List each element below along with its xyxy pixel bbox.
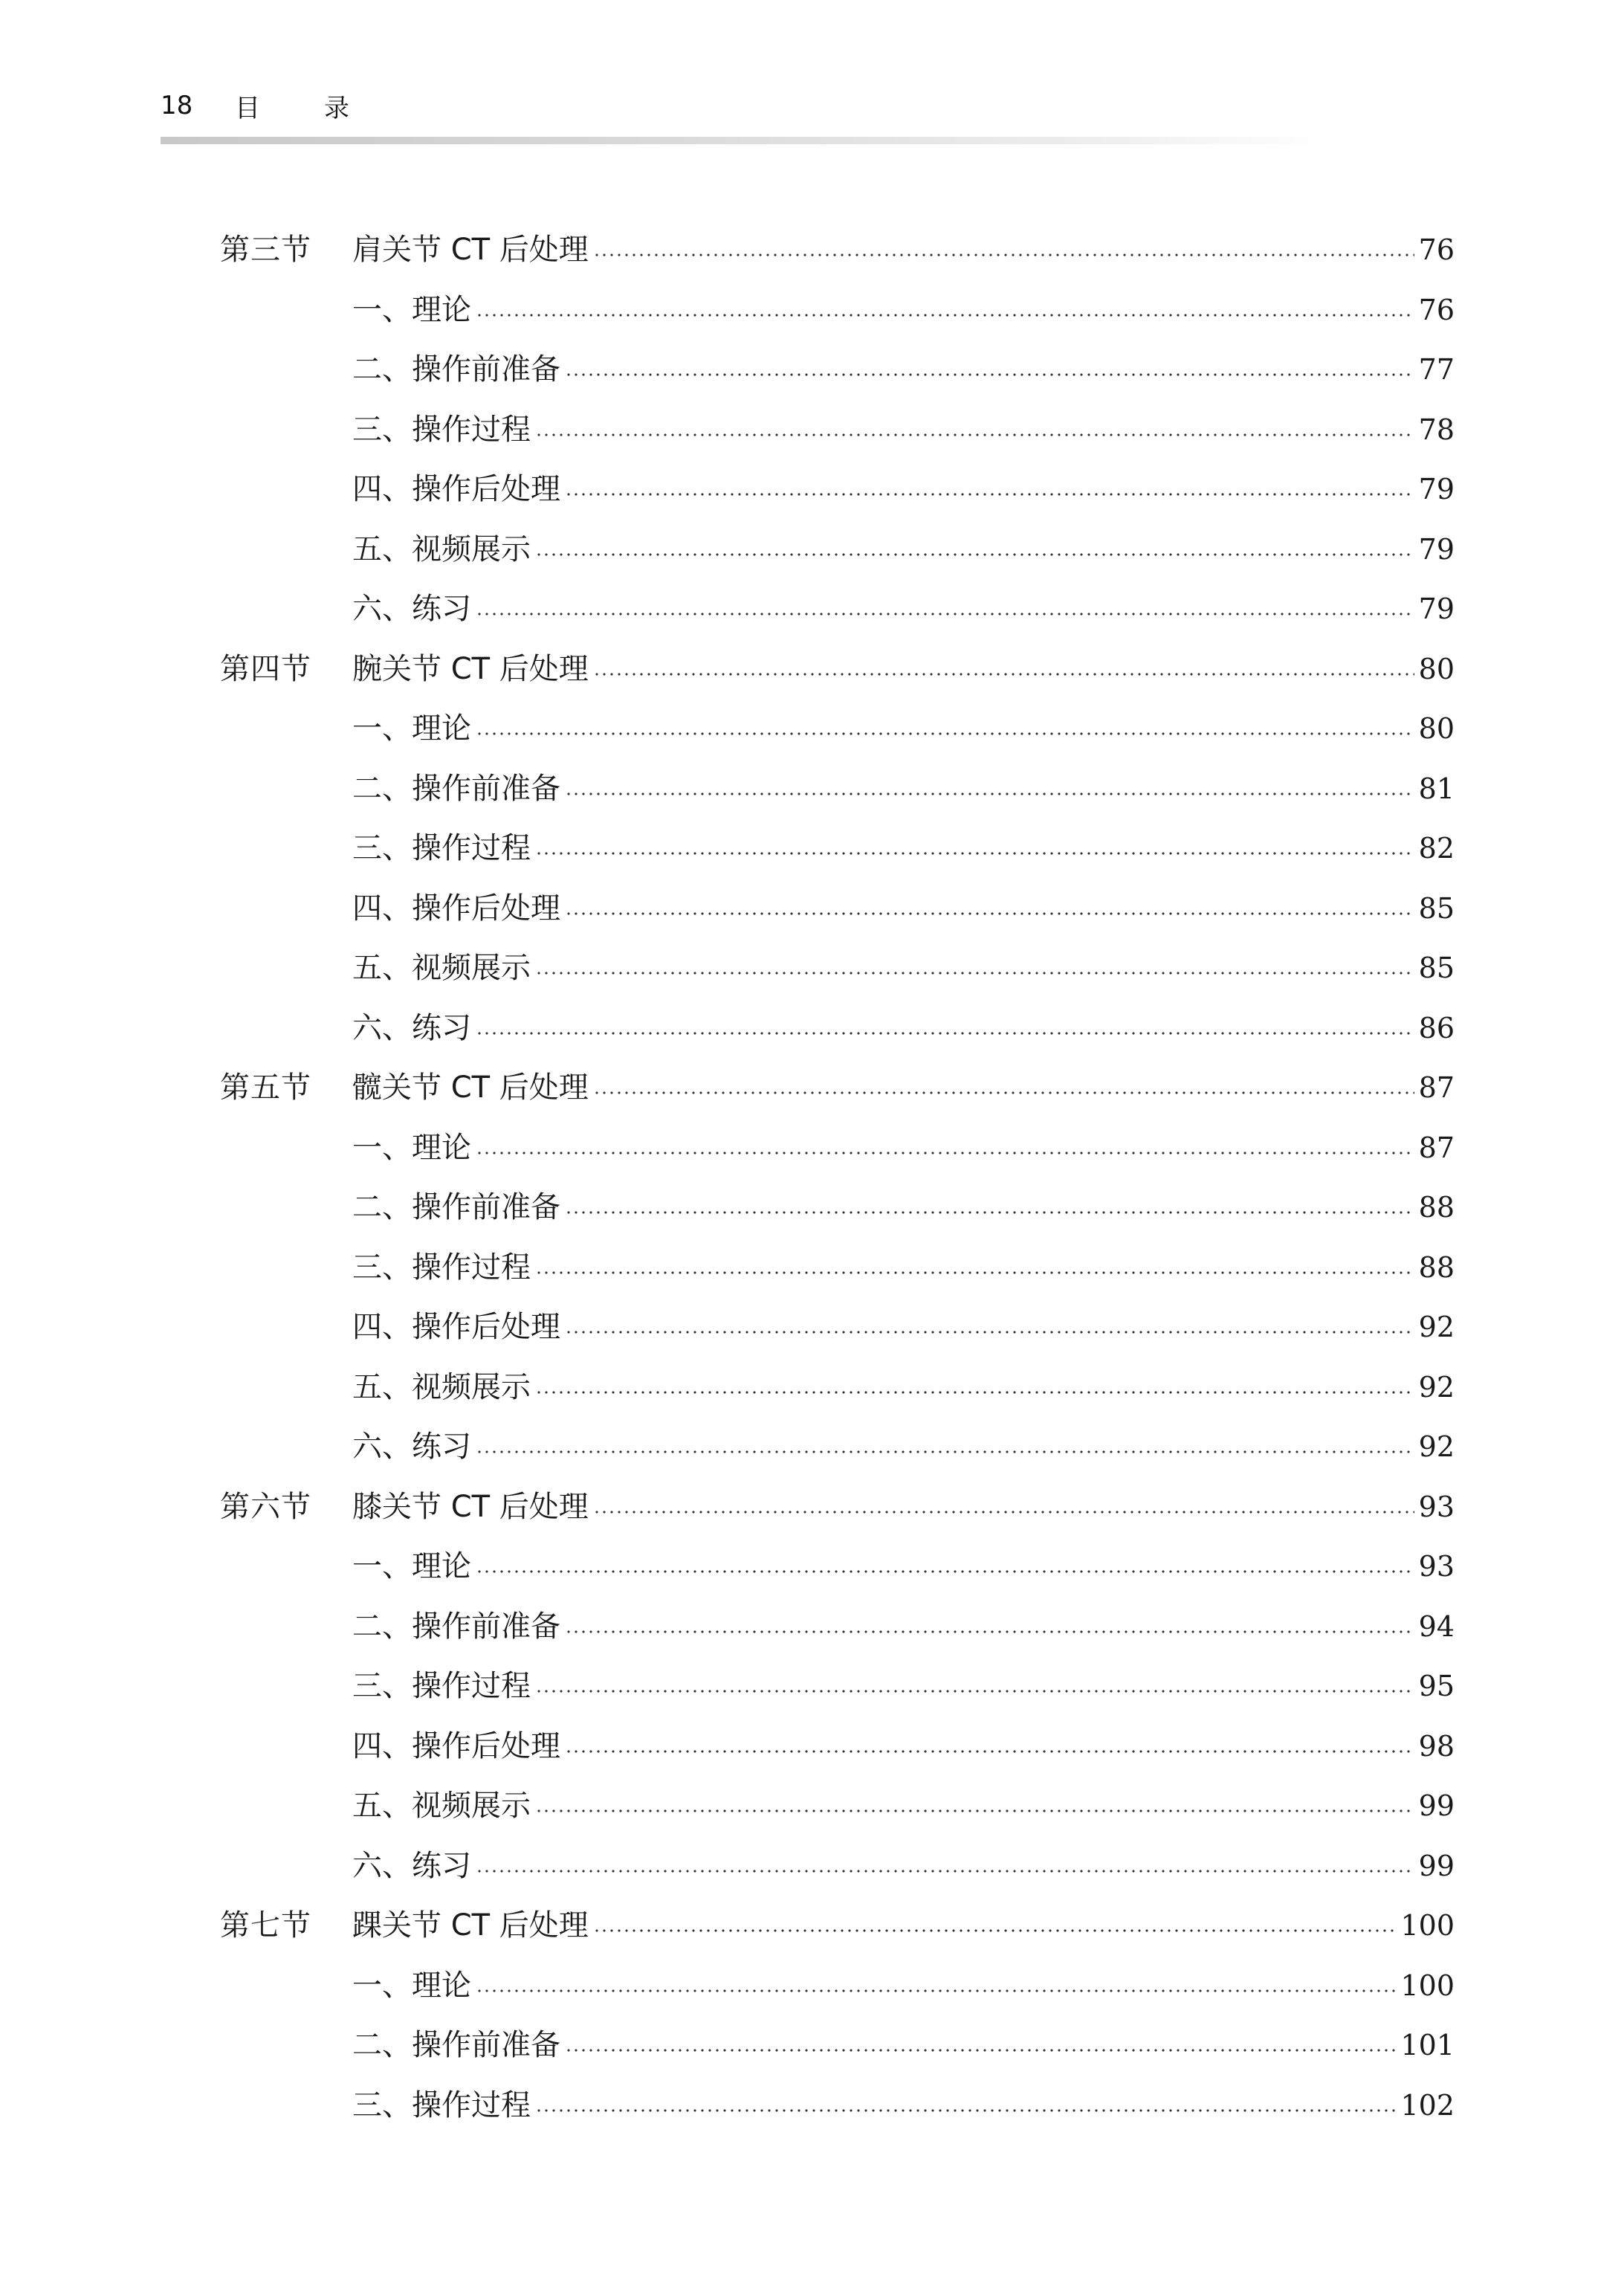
dot-leader [593,1091,1414,1094]
toc-entry-title: 二、操作前准备 [352,1190,560,1225]
toc-subsection-row[interactable] [0,998,1624,1059]
toc-page-number: 100 [1400,1969,1455,2002]
dot-leader [565,373,1414,376]
toc-entry-title: 二、操作前准备 [352,1609,560,1644]
toc-page-number: 80 [1418,712,1455,746]
toc-entry-title: 四、操作后处理 [352,1310,560,1345]
toc-entry [352,771,1455,806]
toc-page-number: 100 [1400,1909,1455,1943]
toc-entry [352,1489,1455,1524]
toc-subsection-row[interactable] [0,1238,1624,1298]
dot-leader [476,613,1414,616]
toc-entry-title: 六、练习 [352,1848,471,1883]
toc-entry [352,233,1455,268]
toc-page-number: 92 [1418,1311,1455,1344]
toc-page-number: 101 [1400,2029,1455,2062]
toc-page-number: 77 [1418,353,1455,387]
toc-subsection-row[interactable] [0,1597,1624,1657]
dot-leader [565,912,1414,915]
toc-subsection-row[interactable] [0,340,1624,400]
toc-page-number: 99 [1418,1789,1455,1823]
toc-entry [352,711,1455,746]
toc-entry-title: 五、视频展示 [352,1369,531,1404]
toc-section-label: 第五节 [220,1071,311,1105]
toc-entry-title: 膝关节 CT 后处理 [352,1489,589,1524]
toc-entry [352,831,1455,866]
toc-entry-title: 三、操作过程 [352,2087,531,2122]
toc-page-number: 102 [1400,2088,1455,2122]
toc-page-number: 76 [1418,293,1455,326]
toc-entry [352,292,1455,327]
dot-leader [593,1511,1414,1514]
toc-entry-title: 三、操作过程 [352,1250,531,1285]
toc-page-number: 87 [1418,1131,1455,1164]
toc-subsection-row[interactable] [0,1357,1624,1418]
toc-entry [352,1310,1455,1345]
dot-leader [476,1450,1414,1453]
dot-leader [535,1690,1414,1693]
table-of-contents [0,220,1624,2135]
toc-entry [352,1010,1455,1045]
toc-subsection-row[interactable] [0,2076,1624,2136]
toc-page-number: 93 [1418,1550,1455,1583]
dot-leader [535,972,1414,975]
toc-entry-title: 四、操作后处理 [352,891,560,926]
toc-entry-title: 三、操作过程 [352,412,531,447]
toc-page-number: 86 [1418,1011,1455,1044]
toc-entry [352,891,1455,926]
toc-subsection-row[interactable] [0,1118,1624,1178]
dot-leader [476,1032,1414,1035]
toc-entry-title: 二、操作前准备 [352,771,560,806]
toc-page-number: 85 [1418,952,1455,985]
dot-leader [476,314,1414,317]
toc-entry-title: 五、视频展示 [352,951,531,986]
toc-entry [352,1430,1455,1465]
toc-page-number: 79 [1418,473,1455,506]
dot-leader [565,2049,1396,2052]
toc-entry [352,352,1455,387]
toc-page-number: 79 [1418,532,1455,566]
toc-page-number: 85 [1418,891,1455,925]
dot-leader [593,1929,1397,1932]
toc-entry-title: 一、理论 [352,292,471,327]
toc-section-row[interactable] [0,1058,1624,1118]
toc-page-number: 92 [1418,1430,1455,1464]
toc-entry-title: 三、操作过程 [352,831,531,866]
toc-entry [352,1609,1455,1644]
toc-subsection-row[interactable] [0,579,1624,639]
toc-entry-title: 踝关节 CT 后处理 [352,1908,589,1943]
dot-leader [535,1809,1414,1812]
dot-leader [593,673,1414,676]
toc-page-number: 88 [1418,1191,1455,1224]
toc-page-number: 78 [1418,413,1455,446]
toc-entry-title: 六、练习 [352,1430,471,1465]
toc-subsection-row[interactable] [0,280,1624,340]
toc-entry [352,592,1455,627]
toc-entry [352,951,1455,986]
toc-entry [352,1190,1455,1225]
toc-subsection-row[interactable] [0,818,1624,879]
toc-entry [352,1728,1455,1763]
toc-subsection-row[interactable] [0,2015,1624,2076]
toc-page-number: 79 [1418,592,1455,626]
dot-leader [535,2109,1396,2112]
toc-entry [352,1908,1455,1943]
toc-subsection-row[interactable] [0,699,1624,759]
toc-section-row[interactable] [0,220,1624,280]
toc-page-number: 88 [1418,1250,1455,1284]
toc-subsection-row[interactable] [0,1297,1624,1357]
toc-subsection-row[interactable] [0,938,1624,998]
toc-entry [352,1789,1455,1824]
dot-leader [535,852,1414,855]
toc-entry [352,1669,1455,1704]
toc-subsection-row[interactable] [0,1178,1624,1238]
toc-entry [352,532,1455,566]
toc-entry [352,1250,1455,1285]
toc-section-label: 第四节 [220,651,311,686]
toc-page-number: 98 [1418,1729,1455,1763]
toc-entry-title: 一、理论 [352,1968,471,2003]
header-rule [161,137,1327,144]
dot-leader [565,1331,1414,1334]
dot-leader [565,792,1414,795]
dot-leader [476,1989,1396,1992]
toc-entry [352,1130,1455,1165]
dot-leader [476,1870,1414,1873]
dot-leader [476,732,1414,735]
toc-page-number: 82 [1418,832,1455,865]
toc-entry-title: 六、练习 [352,1010,471,1045]
dot-leader [565,1630,1414,1633]
toc-section-label: 第七节 [220,1908,311,1943]
toc-entry-title: 一、理论 [352,1549,471,1584]
toc-entry-title: 三、操作过程 [352,1669,531,1704]
dot-leader [535,1391,1414,1394]
toc-entry [352,412,1455,447]
toc-section-row[interactable] [0,639,1624,700]
toc-page-number: 93 [1418,1490,1455,1523]
dot-leader [535,553,1414,556]
toc-section-row[interactable] [0,1477,1624,1537]
toc-subsection-row[interactable] [0,1537,1624,1597]
toc-subsection-row[interactable] [0,759,1624,819]
page-number: 18 [161,91,193,120]
toc-entry-title: 一、理论 [352,711,471,746]
toc-entry-title: 一、理论 [352,1130,471,1165]
toc-page-number: 99 [1418,1849,1455,1882]
toc-entry-title: 四、操作后处理 [352,1728,560,1763]
toc-subsection-row[interactable] [0,520,1624,580]
toc-page-number: 80 [1418,652,1455,685]
toc-subsection-row[interactable] [0,1417,1624,1477]
toc-entry-title: 二、操作前准备 [352,2028,560,2063]
toc-entry [352,472,1455,507]
dot-leader [593,254,1414,256]
toc-page-number: 94 [1418,1609,1455,1643]
toc-entry-title: 腕关节 CT 后处理 [352,651,589,686]
toc-subsection-row[interactable] [0,1717,1624,1777]
toc-page-number: 95 [1418,1670,1455,1703]
dot-leader [565,1211,1414,1214]
toc-entry [352,651,1455,686]
toc-entry-title: 四、操作后处理 [352,472,560,507]
dot-leader [476,1152,1414,1155]
dot-leader [565,1750,1414,1753]
toc-section-row[interactable] [0,1896,1624,1956]
toc-subsection-row[interactable] [0,1956,1624,2016]
running-header [161,83,349,128]
toc-entry [352,1071,1455,1105]
toc-entry [352,1848,1455,1883]
dot-leader [535,1271,1414,1274]
toc-subsection-row[interactable] [0,1836,1624,1896]
dot-leader [565,493,1414,496]
toc-subsection-row[interactable] [0,1776,1624,1836]
toc-entry [352,1968,1455,2003]
toc-page-number: 81 [1418,772,1455,805]
toc-page-number: 76 [1418,233,1455,267]
toc-section-label: 第三节 [220,233,311,268]
toc-entry-title: 髋关节 CT 后处理 [352,1071,589,1105]
header-title-char-2: 录 [324,93,349,123]
toc-subsection-row[interactable] [0,400,1624,460]
toc-entry-title: 五、视频展示 [352,1789,531,1824]
toc-entry-title: 五、视频展示 [352,532,531,566]
toc-entry [352,1369,1455,1404]
toc-entry-title: 二、操作前准备 [352,352,560,387]
header-title-char-1: 目 [235,93,260,123]
toc-entry-title: 肩关节 CT 后处理 [352,233,589,268]
dot-leader [476,1570,1414,1573]
toc-page-number: 87 [1418,1071,1455,1105]
toc-subsection-row[interactable] [0,1656,1624,1717]
toc-section-label: 第六节 [220,1489,311,1524]
toc-entry [352,2028,1455,2063]
toc-subsection-row[interactable] [0,879,1624,939]
toc-entry [352,1549,1455,1584]
dot-leader [535,433,1414,436]
toc-entry [352,2087,1455,2122]
toc-subsection-row[interactable] [0,459,1624,520]
toc-entry-title: 六、练习 [352,592,471,627]
toc-page-number: 92 [1418,1370,1455,1404]
